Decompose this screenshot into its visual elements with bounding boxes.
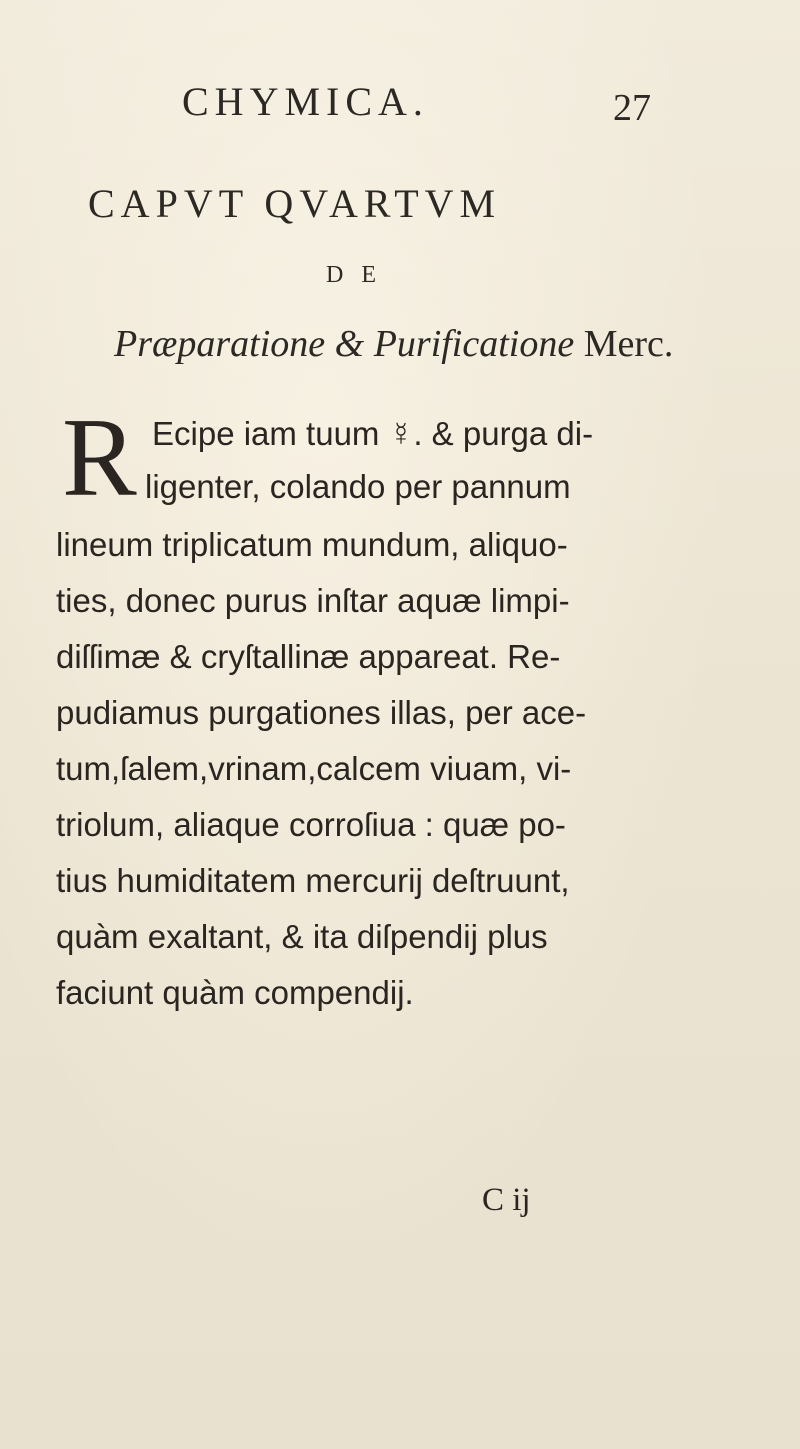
- text-line: lineum triplicatum mundum, aliquo-: [56, 526, 568, 563]
- running-head: CHYMICA.: [182, 79, 429, 124]
- text-line: tius humiditatem mercurij deſtruunt,: [56, 862, 570, 899]
- text-line: pudiamus purgationes illas, per ace-: [56, 694, 587, 731]
- drop-cap: R: [62, 396, 137, 520]
- text-line: quàm exaltant, & ita diſpendij plus: [56, 918, 548, 955]
- chapter-title: CAPVT QVARTVM: [88, 181, 502, 226]
- text-line: ties, donec purus inſtar aquæ limpi-: [56, 582, 570, 619]
- page-number: 27: [613, 87, 651, 129]
- chapter-de: DE: [326, 262, 394, 288]
- signature-mark: C ij: [482, 1182, 531, 1218]
- text-line: Ecipe iam tuum ☿. & purga di-: [152, 415, 594, 452]
- subtitle-merc: Merc.: [583, 323, 674, 365]
- chapter-subtitle: [114, 322, 673, 366]
- text-line: triolum, aliaque corroſiua : quæ po-: [56, 806, 566, 843]
- subtitle-praeparatione: Præparatione: [114, 323, 326, 365]
- text-line: faciunt quàm compendij.: [56, 974, 414, 1011]
- text-line: tum,ſalem,vrinam,calcem viuam, vi-: [56, 750, 572, 787]
- subtitle-ampersand: &: [334, 323, 365, 365]
- text-line: diſſimæ & cryſtallinæ appareat. Re-: [56, 638, 561, 675]
- subtitle-purificatione: Purificatione: [373, 323, 575, 365]
- text-line: ligenter, colando per pannum: [145, 468, 571, 505]
